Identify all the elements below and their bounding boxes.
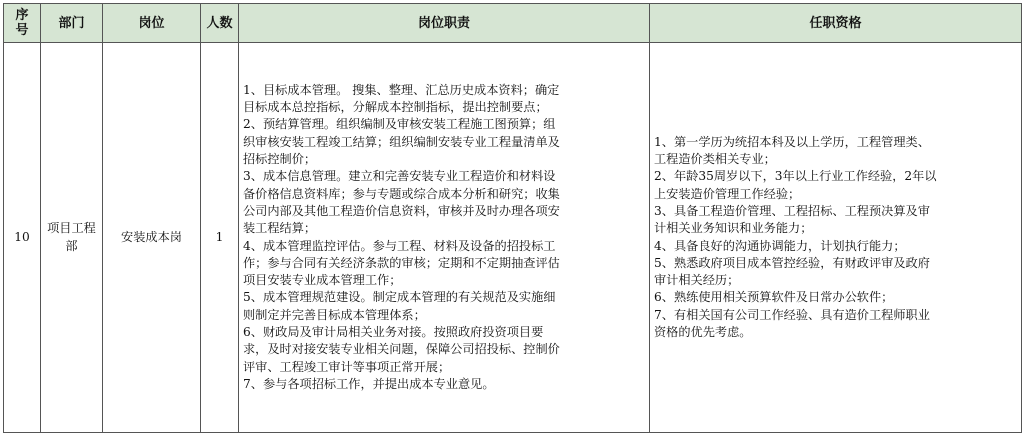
responsibility-line: 3、成本信息管理。建立和完善安装专业工程造价和材料设: [243, 169, 556, 184]
responsibility-line: 目标成本总控指标，分解成本控制指标，提出控制要点；: [243, 100, 548, 115]
cell-department: [41, 43, 103, 433]
qualification-line: 工程造价类相关专业；: [654, 152, 776, 167]
qualification-line: 计相关业务知识和业务能力；: [654, 221, 813, 236]
responsibility-line: 5、成本管理规范建设。制定成本管理的有关规范及实施细: [243, 290, 556, 305]
qualification-line: 审计相关经历；: [654, 273, 740, 288]
cell-responsibilities: [239, 43, 650, 433]
responsibility-line: 备价格信息资料库；参与专题或综合成本分析和研究；收集: [243, 186, 560, 201]
responsibility-line: 求，及时对接安装专业相关问题，保障公司招投标、控制价: [243, 342, 560, 357]
header-seq-line2: 号: [15, 23, 29, 38]
cell-headcount: 1: [201, 43, 239, 433]
responsibility-line: 6、财政局及审计局相关业务对接。按照政府投资项目要: [243, 324, 544, 339]
cell-seq: 10: [4, 43, 41, 433]
header-seq-line1: 序: [15, 8, 29, 23]
qualification-line: 1、第一学历为统招本科及以上学历，工程管理类、: [654, 134, 930, 149]
table-body: [4, 43, 1022, 433]
responsibility-line: 织审核安装工程竣工结算；组织编制安装专业工程量清单及: [243, 134, 560, 149]
department-line2: 部: [65, 238, 78, 253]
cell-position: 安装成本岗: [103, 43, 201, 433]
responsibility-line: 招标控制价；: [243, 152, 317, 167]
qualification-line: 上安装造价管理工作经验；: [654, 186, 801, 201]
responsibility-line: 1、目标成本管理。 搜集、整理、汇总历史成本资料；确定: [243, 82, 560, 97]
header-headcount: 人数: [201, 4, 239, 43]
responsibility-line: 评审、工程竣工审计等事项正常开展；: [243, 359, 451, 374]
header-department: 部门: [41, 4, 103, 43]
job-posting-table: [3, 3, 1022, 433]
cell-qualifications: [650, 43, 1022, 433]
responsibility-line: 4、成本管理监控评估。参与工程、材料及设备的招投标工: [243, 238, 556, 253]
responsibility-line: 7、参与各项招标工作，并提出成本专业意见。: [243, 376, 495, 391]
responsibility-line: 装工程结算；: [243, 221, 317, 236]
header-responsibilities: 岗位职责: [239, 4, 650, 43]
qualification-line: 7、有相关国有公司工作经验、具有造价工程师职业: [654, 307, 930, 322]
qualification-line: 资格的优先考虑。: [654, 324, 752, 339]
qualification-line: 4、具备良好的沟通协调能力，计划执行能力；: [654, 238, 906, 253]
responsibility-line: 项目安装专业成本管理工作；: [243, 273, 402, 288]
qualification-line: 5、熟悉政府项目成本管控经验，有财政评审及政府: [654, 255, 930, 270]
department-line1: 项目工程: [47, 221, 96, 236]
responsibility-line: 则制定并完善目标成本管理体系；: [243, 307, 426, 322]
table-row: [4, 43, 1022, 433]
header-qualifications: 任职资格: [650, 4, 1022, 43]
table-header: [4, 4, 1022, 43]
qualification-line: 3、具备工程造价管理、工程招标、工程预决算及审: [654, 203, 930, 218]
qualification-line: 2、年龄35周岁以下，3年以上行业工作经验，2年以: [654, 169, 937, 184]
responsibility-line: 2、预结算管理。组织编制及审核安装工程施工图预算；组: [243, 117, 556, 132]
responsibility-line: 公司内部及其他工程造价信息资料，审核并及时办理各项安: [243, 203, 560, 218]
header-seq: [4, 4, 41, 43]
header-row: [4, 4, 1022, 43]
responsibility-line: 作；参与合同有关经济条款的审核；定期和不定期抽查评估: [243, 255, 560, 270]
qualification-line: 6、熟练使用相关预算软件及日常办公软件；: [654, 290, 894, 305]
header-position: 岗位: [103, 4, 201, 43]
